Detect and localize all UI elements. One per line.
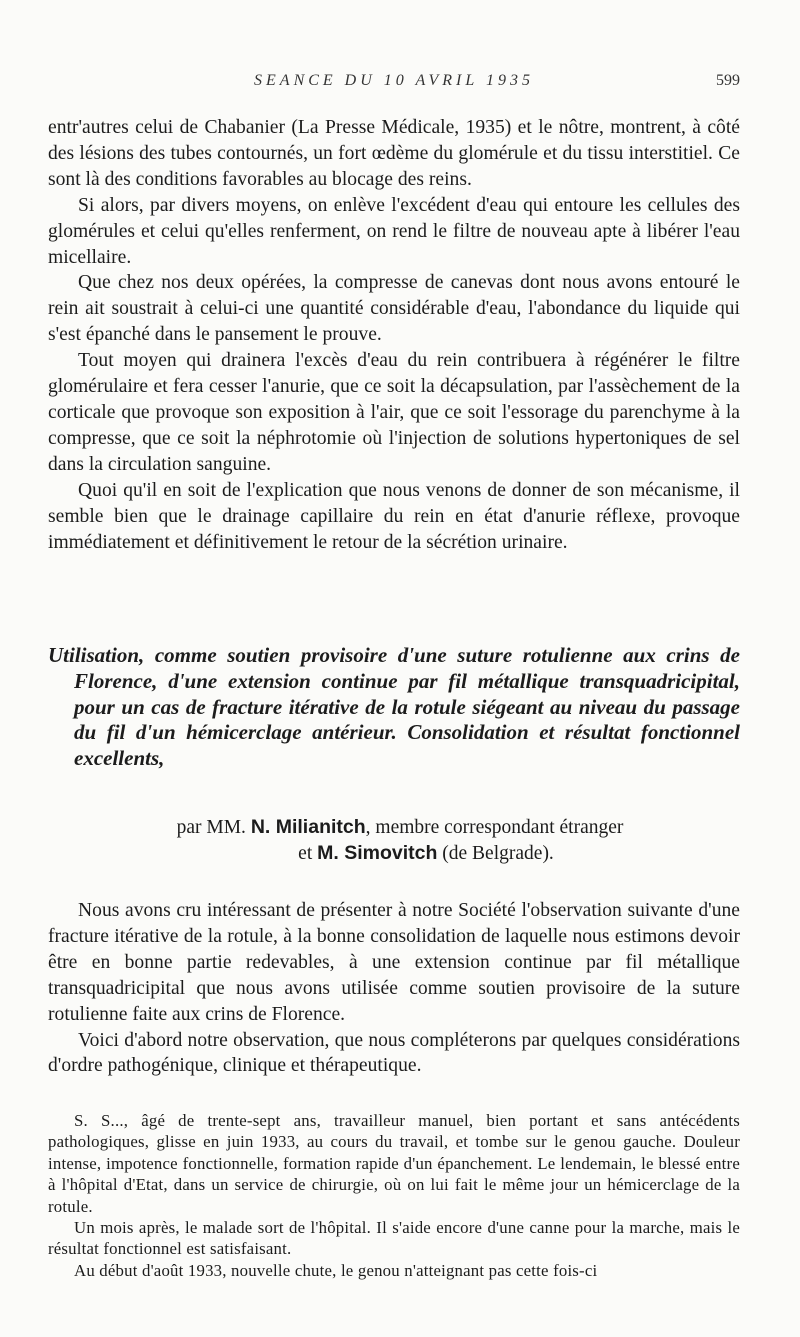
paragraph: entr'autres celui de Chabanier (La Presse Médicale, 1935) et le nôtre, montrent, à côté des lésions des tubes contournés, un fort œdème du glomérule et du tissu interstitiel. Ce sont là des conditions favorables au blocage des reins. (48, 117, 740, 190)
paragraph: Que chez nos deux opérées, la compresse de canevas dont nous avons entouré le rein ait soustrait à celui-ci une quantité considérable d'eau, l'abondance du liquide qui s'est épanché dans le pansement le prouve. (48, 272, 740, 346)
article-title: Utilisation, comme soutien provisoire d'une suture rotulienne aux crins de Florence, d'une extension continue par fil métallique transquadricipital, pour un cas de fracture itérative de la rotule siégeant au niveau du passage du fil d'un hémicerclage antérieur. Consolidation et résultat fonctionnel excellents, (48, 643, 740, 771)
page-header (48, 72, 740, 96)
paragraph: Tout moyen qui drainera l'excès d'eau du rein contribuera à régénérer le filtre glomérulaire et fera cesser l'anurie, que ce soit la décapsulation, par l'assèchement de la corticale que provoque son exposition à l'air, que ce soit l'essorage du parenchyme à la compresse, que ce soit la néphrotomie où l'injection de solutions hypertoniques de sel dans la circulation sanguine. (48, 350, 740, 475)
author-name: M. Simovitch (317, 842, 438, 864)
paragraph: S. S..., âgé de trente-sept ans, travailleur manuel, bien portant et sans antécédents pathologiques, glisse en juin 1933, au cours du travail, et tombe sur le genou gauche. Douleur intense, impotence fonctionnelle, formation rapide d'un épanchement. Le lendemain, le blessé entre à l'hôpital d'Etat, dans un service de chirurgie, où on lui fait le même jour un hémicerclage de la rotule. (48, 1111, 740, 1216)
paragraph: Nous avons cru intéressant de présenter à notre Société l'observation suivante d'une fracture itérative de la rotule, à la bonne consolidation de laquelle nous estimons devoir être en bonne partie redevables, à une extension continue par fil métallique transquadricipital que nous avons utilisée comme soutien provisoire de la suture rotulienne faite aux crins de Florence. (48, 900, 740, 1025)
paragraph: Voici d'abord notre observation, que nous compléterons par quelques considérations d'ordre pathogénique, clinique et thérapeutique. (48, 1029, 740, 1077)
running-title: SEANCE DU 10 AVRIL 1935 (254, 72, 534, 89)
author-role: , membre correspondant étranger (365, 817, 624, 838)
page-number: 599 (716, 72, 740, 89)
article-introduction (48, 898, 740, 1079)
author-origin: (de Belgrade). (442, 843, 554, 864)
paragraph: Un mois après, le malade sort de l'hôpital. Il s'aide encore d'une canne pour la marche, mais le résultat fonctionnel est satisfaisant. (48, 1218, 740, 1259)
paragraph: Au début d'août 1933, nouvelle chute, le genou n'atteignant pas cette fois-ci (74, 1260, 598, 1280)
byline-conjunction: et (298, 843, 313, 864)
byline-line-2 (26, 842, 800, 865)
author-name: N. Milianitch (250, 816, 366, 838)
paragraph: Si alors, par divers moyens, on enlève l'excédent d'eau qui entoure les cellules des glomérules et celui qu'elles renferment, on rend le filtre de nouveau apte à libérer l'eau micellaire. (48, 194, 740, 268)
byline-line-1 (0, 816, 800, 839)
paragraph: Quoi qu'il en soit de l'explication que nous venons de donner de son mécanisme, il semble bien que le drainage capillaire du rein en état d'anurie réflexe, provoque immédiatement et définitivement le retour de la sécrétion urinaire. (48, 479, 740, 553)
continued-article-text (48, 115, 740, 555)
case-report (48, 1110, 740, 1281)
byline-prefix: par MM. (176, 817, 246, 838)
